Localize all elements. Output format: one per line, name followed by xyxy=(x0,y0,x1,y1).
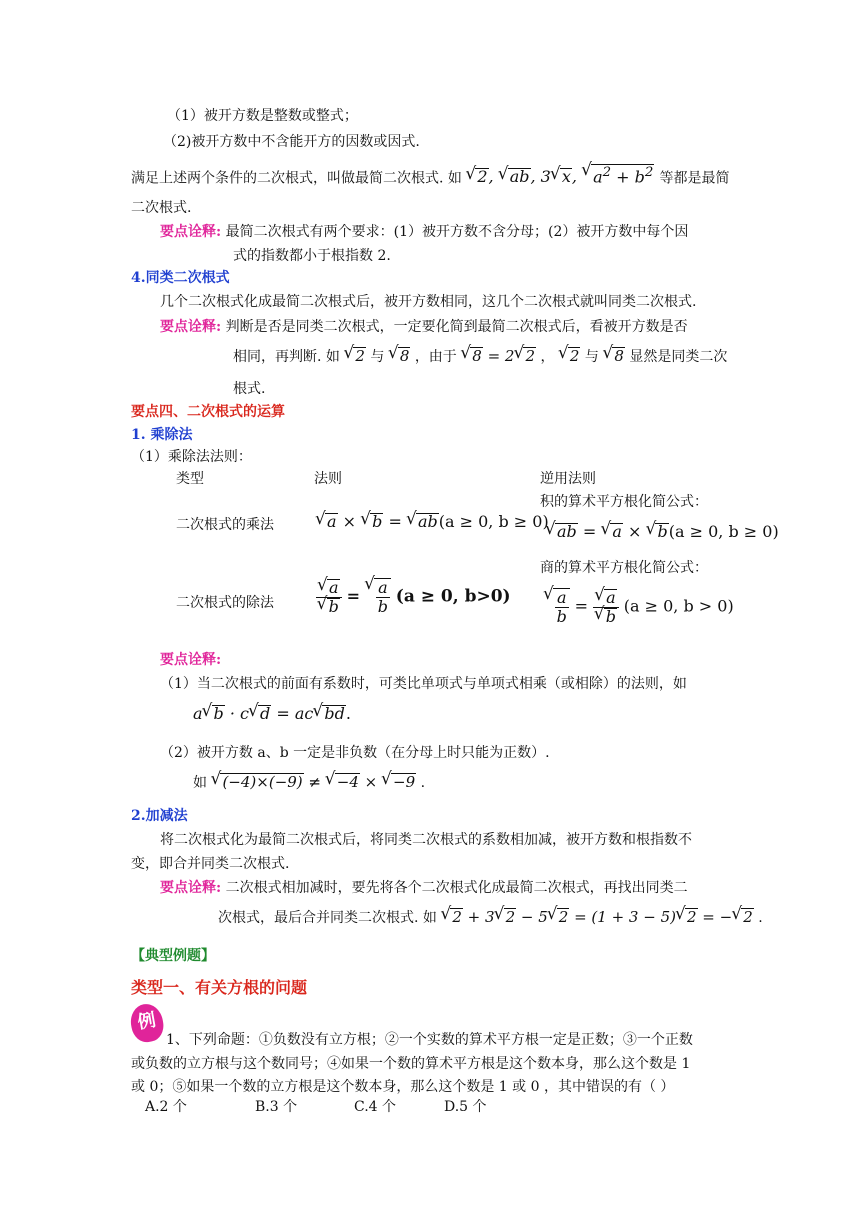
key-point-label: 要点诠释: xyxy=(160,880,222,896)
key-point-example-tail: 根式. xyxy=(233,381,266,397)
condition-1: （1）被开方数是整数或整式； xyxy=(167,108,358,124)
question-1-line-1: 1、下列命题：①负数没有立方根；②一个实数的算术平方根一定是正数；③一个正数 xyxy=(166,1032,693,1048)
div-inverse-label: 商的算术平方根化简公式： xyxy=(540,560,708,576)
div-rule-formula: √ a √ b = √ $\frac{a}{b}$ (a ≥ 0, b>0) xyxy=(316,578,511,616)
simplest-definition-tail: 二次根式. xyxy=(131,200,192,216)
column-inverse: 逆用法则 xyxy=(540,471,596,487)
question-1-line-3: 或 0；⑤如果一个数的立方根是这个数本身，那么这个数是 1 或 0 ，其中错误的有（ ） xyxy=(131,1079,675,1095)
simplest-definition: 满足上述两个条件的二次根式，叫做最简二次根式. 如 √ 2, √ ab, 3√ x, √ $a^2 + b^2$ 等都是最简 xyxy=(131,164,730,187)
rule-intro: （1）乘除法法则： xyxy=(131,449,252,465)
key-point-label: 要点诠释: xyxy=(160,652,222,668)
example-badge-icon: 例 xyxy=(128,1002,166,1045)
option-a: A.2 个 xyxy=(145,1099,187,1115)
option-b: B.3 个 xyxy=(255,1099,298,1115)
type-one-heading: 类型一、有关方根的问题 xyxy=(131,978,308,997)
mul-inverse-label: 积的算术平方根化简公式： xyxy=(540,494,708,510)
simplest-examples-formula: √ 2, √ ab, 3√ x, √ $a^2 + b^2$ xyxy=(466,167,659,186)
typical-examples-heading: 【典型例题】 xyxy=(131,948,215,964)
key-point-note-cont: 式的指数都小于根指数 2. xyxy=(233,248,391,264)
subheading-add-sub: 2.加减法 xyxy=(131,808,188,824)
similar-radicals-definition: 几个二次根式化成最简二次根式后，被开方数相同，这几个二次根式就叫同类二次根式. xyxy=(160,294,697,310)
add-sub-text-cont: 变，即合并同类二次根式. xyxy=(131,856,290,872)
div-name: 二次根式的除法 xyxy=(176,595,274,611)
question-1-line-2: 或负数的立方根与这个数同号；④如果一个数的算术平方根是这个数本身，那么这个数是 1 xyxy=(131,1056,691,1072)
mul-rule-formula: √ a × √ b = √ ab(a ≥ 0, b ≥ 0) xyxy=(316,512,549,531)
option-d: D.5 个 xyxy=(444,1099,487,1115)
add-sub-text: 将二次根式化为最简二次根式后，将同类二次根式的系数相加减，被开方数和根指数不 xyxy=(160,832,692,848)
key-point-note: 要点诠释: 判断是否是同类二次根式，一定要化简到最简二次根式后，看被开方数是否 xyxy=(160,319,688,335)
mul-inverse-formula: √ ab = √ a × √ b(a ≥ 0, b ≥ 0) xyxy=(546,522,779,541)
key-point-label: 要点诠释: xyxy=(160,319,222,335)
key-point-label: 要点诠释: xyxy=(160,224,222,240)
condition-2: （2)被开方数中不含能开方的因数或因式. xyxy=(163,134,420,150)
note-coefficient-formula: a√ b · c√ d = ac√ bd. xyxy=(193,704,351,723)
option-c: C.4 个 xyxy=(354,1099,397,1115)
note-nonnegative: （2）被开方数 a、b 一定是非负数（在分母上时只能为正数）. xyxy=(160,745,550,761)
mul-name: 二次根式的乘法 xyxy=(176,517,274,533)
key-point-example: 相同，再判断. 如 √ 2 与 √ 8 ，由于 √ 8 = 2√ 2 ， √ 2 与 √ 8 显然是同类二次 xyxy=(233,346,727,366)
column-type: 类型 xyxy=(176,471,204,487)
key-point-note: 要点诠释: 最简二次根式有两个要求：(1）被开方数不含分母；(2）被开方数中每个因 xyxy=(160,224,689,240)
column-rule: 法则 xyxy=(314,471,342,487)
subheading-mul-div: 1. 乘除法 xyxy=(131,427,193,443)
note-coefficient: （1）当二次根式的前面有系数时，可类比单项式与单项式相乘（或相除）的法则，如 xyxy=(160,676,687,692)
div-inverse-formula: √ $\frac{a}{b}$ = √ a √ b (a ≥ 0, b > 0) xyxy=(544,588,734,626)
note-nonnegative-example: 如 √ (−4)×(−9) ≠ √ −4 × √ −9 . xyxy=(193,772,425,792)
section-heading-operations: 要点四、二次根式的运算 xyxy=(131,404,285,420)
section-heading-similar-radicals: 4.同类二次根式 xyxy=(131,270,230,286)
key-point-note: 要点诠释: 二次根式相加减时，要先将各个二次根式化成最简二次根式，再找出同类二 xyxy=(160,880,688,896)
key-point-example: 次根式，最后合并同类二次根式. 如 √ 2 + 3√ 2 − 5√ 2 = (1 + 3 − 5)√ 2 = −√ 2 . xyxy=(218,907,763,927)
